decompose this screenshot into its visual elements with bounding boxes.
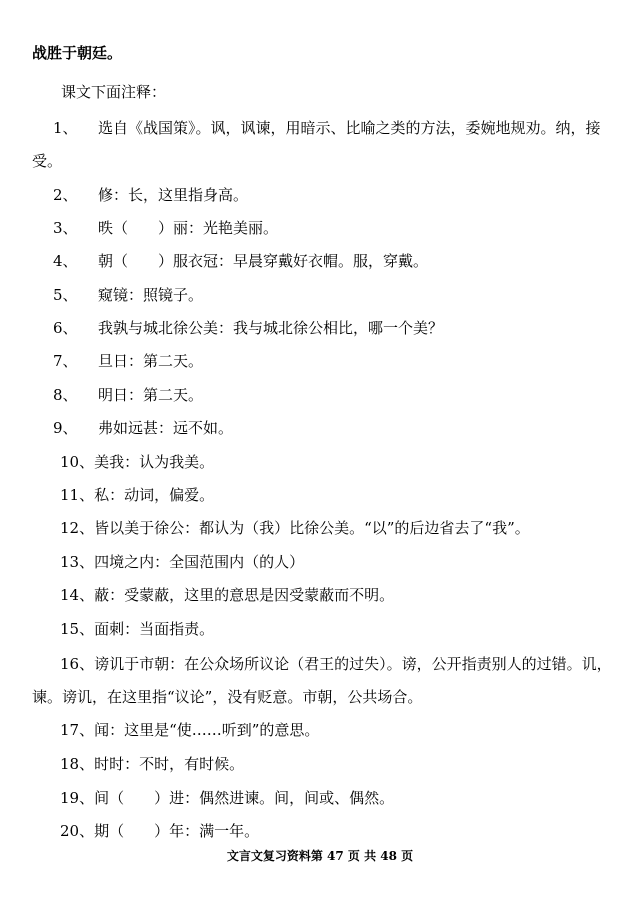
note-number: 6、 — [53, 319, 78, 337]
note-item: 10、美我：认为我美。 — [60, 453, 215, 471]
note-item: 11、私：动词，偏爱。 — [60, 486, 215, 504]
note-text: 弗如远甚：远不如。 — [98, 419, 234, 437]
page-footer: 文言文复习资料第 47 页 共 48 页 — [226, 849, 414, 863]
note-number: 5、 — [53, 286, 78, 304]
note-item: 18、时时：不时，有时候。 — [60, 755, 245, 773]
note-text: 旦日：第二天。 — [98, 352, 204, 370]
note-item: 19、间（ ）进：偶然进谏。间，间或、偶然。 — [60, 789, 395, 807]
note-item: 14、蔽：受蒙蔽，这里的意思是因受蒙蔽而不明。 — [60, 586, 395, 604]
note-text: 我孰与城北徐公美：我与城北徐公相比，哪一个美？ — [98, 319, 444, 337]
note-text-continuation: 谏。谤讥，在这里指“议论”，没有贬意。市朝，公共场合。 — [32, 688, 423, 706]
note-text: 选自《战国策》。讽，讽谏，用暗示、比喻之类的方法，委婉地规劝。纳，接 — [98, 119, 601, 137]
note-text-continuation: 受。 — [32, 152, 63, 170]
note-item: 17、闻：这里是“使……听到”的意思。 — [60, 721, 320, 739]
note-number: 2、 — [53, 186, 78, 204]
note-text: 窥镜：照镜子。 — [98, 286, 204, 304]
note-text: 昳（ ）丽：光艳美丽。 — [98, 219, 279, 237]
note-number: 3、 — [53, 219, 78, 237]
note-text: 修：长，这里指身高。 — [98, 186, 249, 204]
note-number: 8、 — [53, 386, 78, 404]
opening-line: 战胜于朝廷。 — [32, 44, 123, 62]
note-item: 13、四境之内：全国范围内（的人） — [60, 553, 305, 571]
note-item: 16、谤讥于市朝：在公众场所议论（君王的过失）。谤，公开指责别人的过错。讥， — [60, 655, 612, 673]
note-number: 4、 — [53, 252, 78, 270]
note-item: 15、面刺：当面指责。 — [60, 620, 215, 638]
note-text: 朝（ ）服衣冠：早晨穿戴好衣帽。服，穿戴。 — [98, 252, 429, 270]
note-item: 12、皆以美于徐公：都认为（我）比徐公美。“以”的后边省去了“我”。 — [60, 519, 530, 537]
note-number: 1、 — [53, 119, 78, 137]
note-text: 明日：第二天。 — [98, 386, 204, 404]
note-number: 7、 — [53, 352, 78, 370]
notes-intro: 课文下面注释： — [61, 83, 167, 101]
note-number: 9、 — [53, 419, 78, 437]
note-item: 20、期（ ）年：满一年。 — [60, 822, 260, 840]
